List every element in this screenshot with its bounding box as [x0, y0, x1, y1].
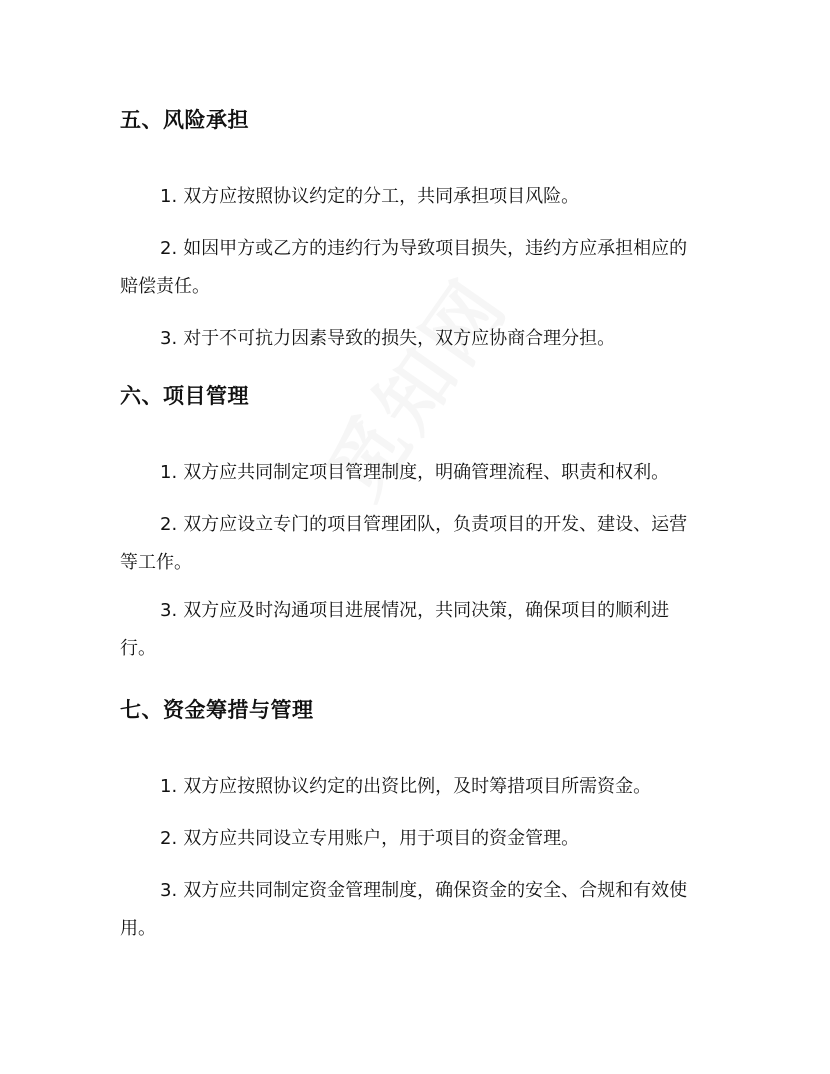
item-text: 双方应共同制定资金管理制度，确保资金的安全、合规和有效使用。 — [120, 880, 688, 939]
paragraph — [120, 178, 700, 216]
paragraph — [120, 768, 700, 806]
section-heading-funding: 七、资金筹措与管理 — [120, 698, 314, 722]
item-text: 双方应共同制定项目管理制度，明确管理流程、职责和权利。 — [183, 462, 670, 483]
item-text: 双方应按照协议约定的出资比例，及时筹措项目所需资金。 — [183, 776, 652, 797]
item-text: 双方应及时沟通项目进展情况，共同决策，确保项目的顺利进行。 — [120, 600, 670, 659]
paragraph — [120, 872, 700, 948]
paragraph — [120, 820, 700, 858]
item-number: 1. — [160, 776, 178, 797]
item-number: 2. — [160, 828, 178, 849]
item-number: 3. — [160, 600, 178, 621]
item-text: 双方应设立专门的项目管理团队，负责项目的开发、建设、运营等工作。 — [120, 514, 688, 573]
item-text: 如因甲方或乙方的违约行为导致项目损失，违约方应承担相应的赔偿责任。 — [120, 238, 688, 297]
item-number: 3. — [160, 880, 178, 901]
item-number: 3. — [160, 328, 178, 349]
paragraph — [120, 320, 700, 358]
paragraph — [120, 454, 700, 492]
item-text: 对于不可抗力因素导致的损失，双方应协商合理分担。 — [183, 328, 616, 349]
item-number: 1. — [160, 186, 178, 207]
paragraph — [120, 592, 700, 668]
item-text: 双方应按照协议约定的分工，共同承担项目风险。 — [183, 186, 580, 207]
paragraph — [120, 506, 700, 582]
item-text: 双方应共同设立专用账户，用于项目的资金管理。 — [183, 828, 580, 849]
paragraph — [120, 230, 700, 306]
item-number: 2. — [160, 514, 178, 535]
section-heading-project-management: 六、项目管理 — [120, 384, 249, 408]
item-number: 1. — [160, 462, 178, 483]
item-number: 2. — [160, 238, 178, 259]
section-heading-risk: 五、风险承担 — [120, 108, 249, 132]
